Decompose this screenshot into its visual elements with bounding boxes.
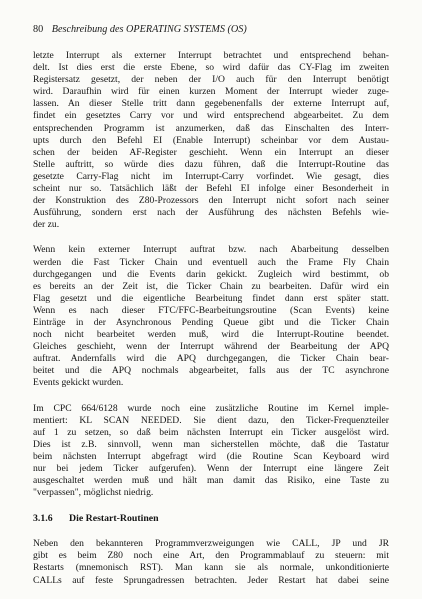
- text-line: nur bei jedem Ticker aufgerufen). Wenn der Interrupt eine längere Zeit: [33, 463, 389, 474]
- running-title: Beschreibung des OPERATING SYSTEMS (OS): [51, 24, 247, 35]
- section-number: 3.1.6: [33, 513, 53, 525]
- text-line: findet ein gesetztes Carry vor und wird entsprechend abgearbeitet. Zu dem: [33, 110, 389, 122]
- text-line: Flag gesetzt und die eigentliche Bearbeitung findet dann erst später statt.: [33, 292, 389, 304]
- text-line: es bereits an der Zeit ist, die Ticker Chain zu bearbeiten. Dafür wird ein: [33, 280, 389, 292]
- text-line: Wenn es nach dieser FTC/FFC-Bearbeitungsroutine (Scan Events) keine: [33, 304, 389, 316]
- paragraph-spacer: [33, 231, 389, 244]
- text-line: ausgeschaltet werden muß und hält man damit das Risiko, eine Taste zu: [33, 475, 389, 487]
- text-line: auf 1 zu setzen, so daß beim nächsten Interrupt ein Ticker ausgelöst wird.: [33, 426, 389, 438]
- page-header: [33, 24, 247, 35]
- text-line: Ausführung, sondern erst nach der Ausführung des nächsten Befehls wie-: [33, 207, 389, 219]
- section-spacer: [33, 525, 389, 538]
- text-line: upts durch den Befehl EI (Enable Interrupt) scheinbar vor dem Austau-: [33, 134, 389, 146]
- text-line: Stelle auftritt, so würde dies dazu führen, daß die Interrupt-Routine das: [33, 158, 389, 170]
- paragraph-kl-scan-needed: [33, 403, 389, 500]
- text-line: delt. Ist dies erst die erste Ebene, so wird dafür das CY-Flag im zweiten: [33, 62, 389, 74]
- text-line: Dies ist z.B. sinnvoll, wenn man sicherstellen möchte, daß die Tastatur: [33, 438, 389, 450]
- text-line: Neben den bekannteren Programmverzweigungen wie CALL, JP und JR: [33, 538, 389, 550]
- text-line: Wenn kein externer Interrupt auftrat bzw. nach Abarbeitung desselben: [33, 244, 389, 256]
- paragraph-restart-intro: [33, 538, 389, 586]
- paragraph-ticker-chain: [33, 244, 389, 389]
- text-line: Einträge in der Asynchronous Pending Queue gibt und die Ticker Chain: [33, 316, 389, 328]
- text-line: beitet und die APQ nochmals abgearbeitet, falls aus der TC asynchrone: [33, 365, 389, 377]
- text-line: CALLs auf feste Sprungadressen betrachten. Jeder Restart hat dabei seine: [33, 574, 389, 586]
- text-line: scheint nur so. Tatsächlich läßt der Befehl EI infolge einer Besonderheit in: [33, 183, 389, 195]
- text-line: auftrat. Andernfalls wird die APQ durchgegangen, die Ticker Chain bear-: [33, 353, 389, 365]
- text-line: Gleiches geschieht, wenn der Interrupt während der Bearbeitung der APQ: [33, 341, 389, 353]
- text-line: lassen. An dieser Stelle tritt dann gegebenenfalls der externe Interrupt auf,: [33, 98, 389, 110]
- section-heading: [33, 513, 389, 525]
- text-line: beim nächsten Interrupt abgefragt wird (die Routine Scan Keyboard wird: [33, 450, 389, 462]
- text-line: schen der beiden AF-Register geschieht. Wenn ein Interrupt an dieser: [33, 146, 389, 158]
- text-line: noch nicht bearbeitet werden muß, wird die Interrupt-Routine beendet.: [33, 329, 389, 341]
- text-line: Events gekickt wurden.: [33, 377, 124, 389]
- text-line: werden die Fast Ticker Chain und eventuell auch the Frame Fly Chain: [33, 256, 389, 268]
- text-line: Restarts (mnemonisch RST). Man kann sie als normale, unkonditionierte: [33, 562, 389, 574]
- section-spacer: [33, 499, 389, 513]
- text-line: durchgegangen und die Events darin gekickt. Zugleich wird bestimmt, ob: [33, 268, 389, 280]
- paragraph-spacer: [33, 390, 389, 403]
- text-line: "verpassen", möglichst niedrig.: [33, 487, 154, 499]
- text-line: gesetzte Carry-Flag nicht im Interrupt-Carry vorfindet. Wie gesagt, dies: [33, 170, 389, 182]
- text-line: letzte Interrupt als externer Interrupt betrachtet und entsprechend behan-: [33, 50, 389, 61]
- text-line: der zu.: [33, 219, 60, 231]
- text-line: gibt es beim Z80 noch eine Art, den Programmablauf zu steuern: mit: [33, 550, 389, 562]
- paragraph-interrupt-handling: [33, 50, 389, 231]
- text-line: entsprechenden Programm ist anzumerken, daß das Einschalten des Interr-: [33, 122, 389, 134]
- text-line: Im CPC 664/6128 wurde noch eine zusätzliche Routine im Kernel imple-: [33, 402, 389, 414]
- section-title: Die Restart-Routinen: [69, 513, 159, 525]
- text-line: wird. Daraufhin wird für einen kurzen Moment der Interrupt wieder zuge-: [33, 86, 389, 98]
- text-line: mentiert: KL SCAN NEEDED. Sie dient dazu, den Ticker-Frequenzteiler: [33, 414, 389, 426]
- text-line: Registersatz gesetzt, der neben der I/O auch für den Interrupt benötigt: [33, 74, 389, 86]
- page-number: 80: [33, 24, 44, 35]
- page-body: [33, 50, 389, 587]
- text-line: der Konstruktion des Z80-Prozessors den Interrupt nicht sofort nach seiner: [33, 195, 389, 207]
